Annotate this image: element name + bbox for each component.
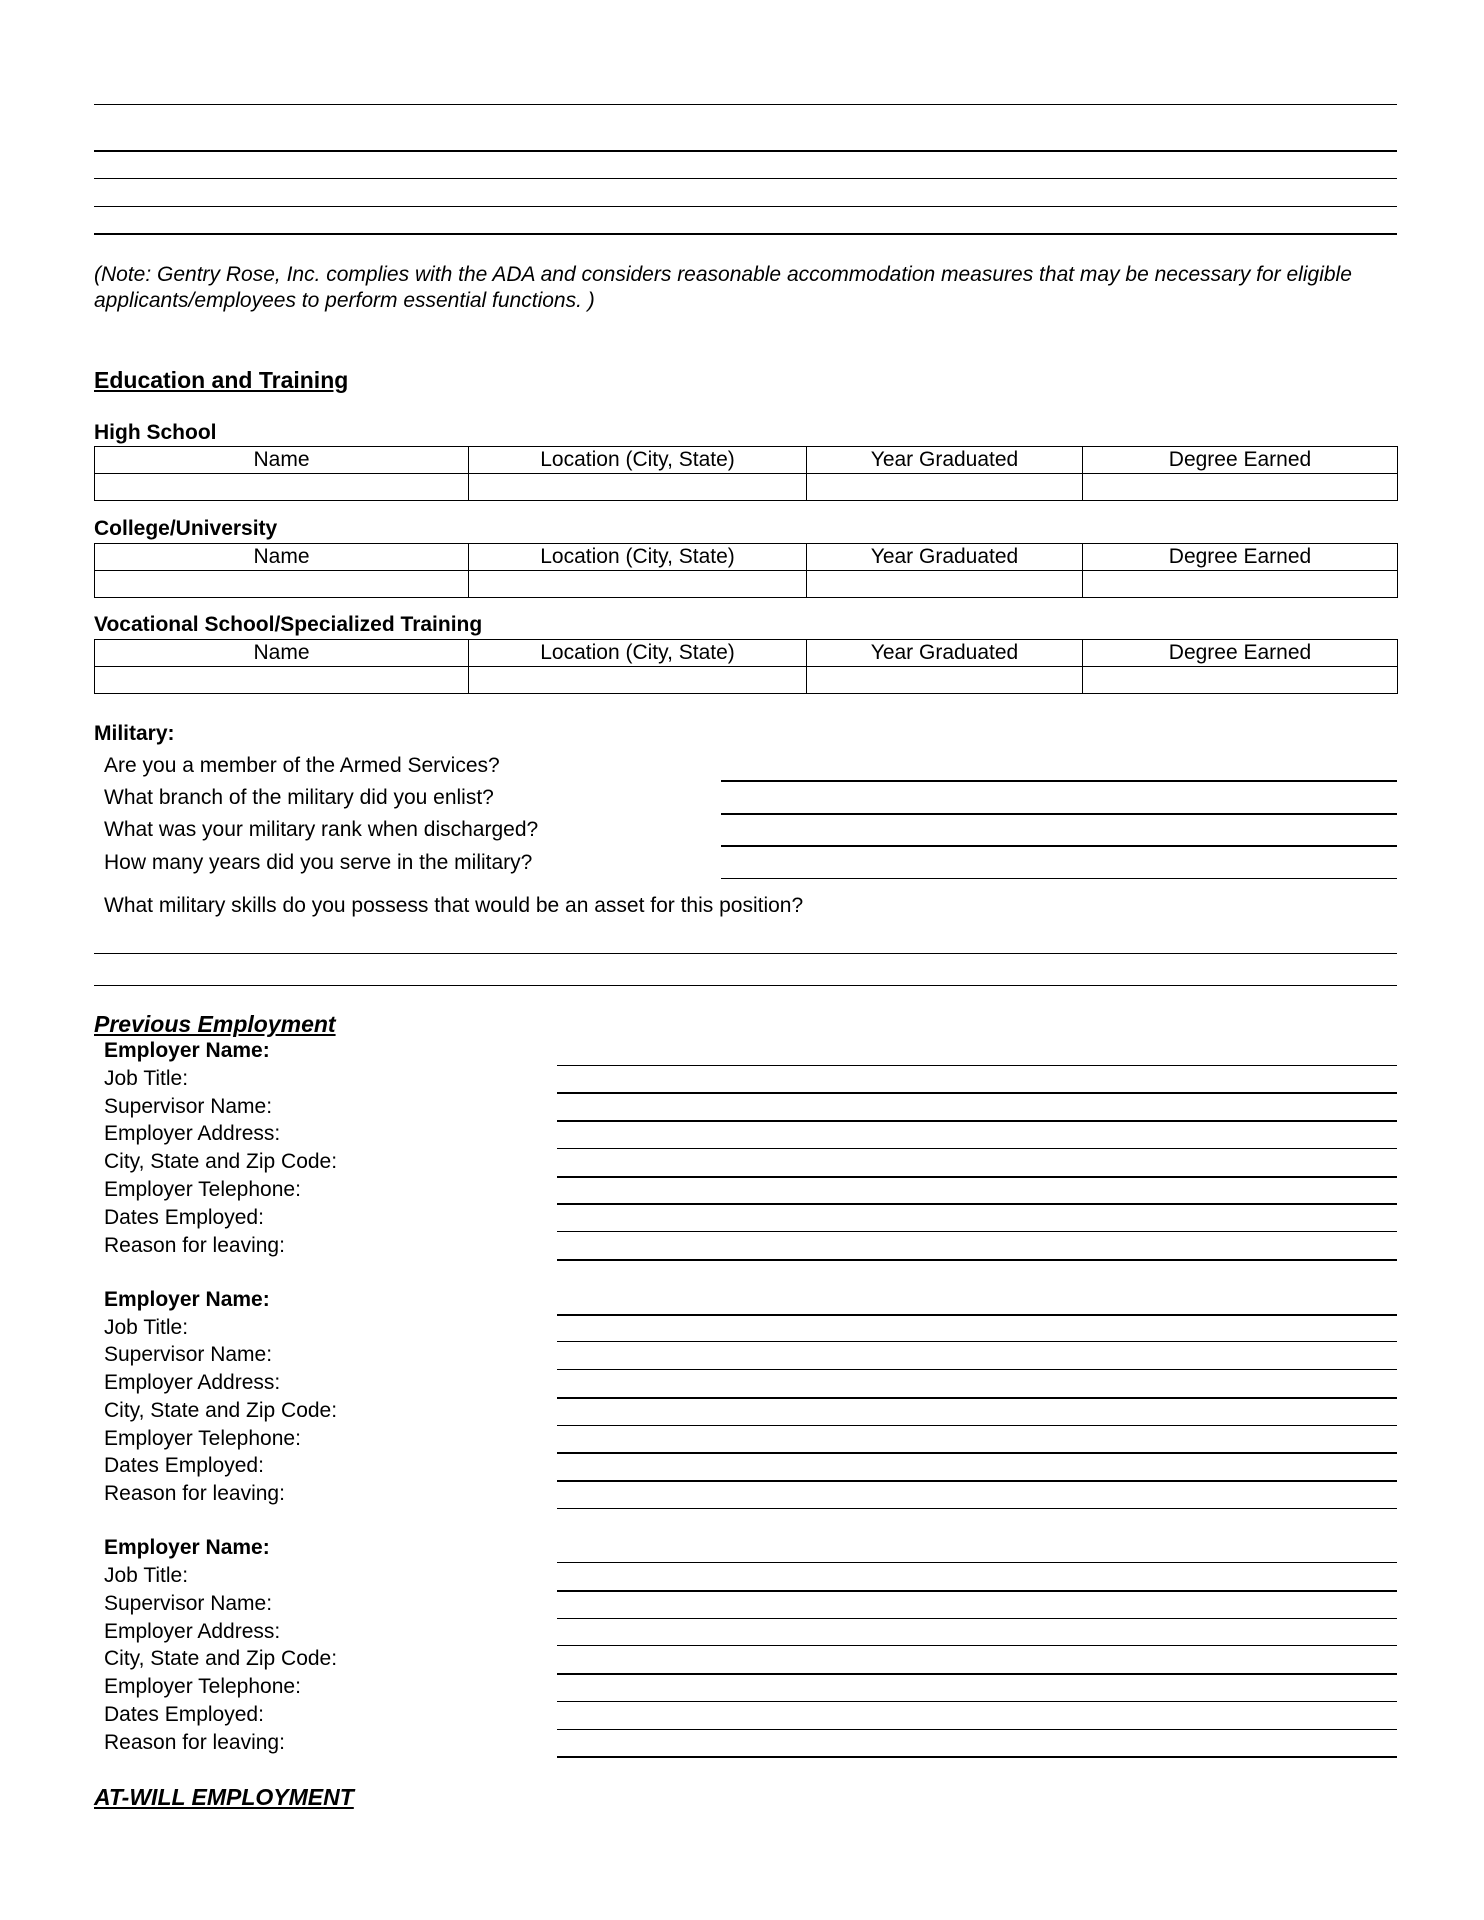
military-skills-question: What military skills do you possess that would be an asset for this position?	[104, 894, 804, 917]
degree-cell[interactable]	[1083, 667, 1398, 694]
supervisor-name-label: Supervisor Name:	[104, 1592, 273, 1615]
answer-line[interactable]	[557, 1231, 1397, 1232]
employer-name-label: Employer Name:	[104, 1288, 270, 1311]
blank-line[interactable]	[94, 233, 1397, 235]
location-cell[interactable]	[469, 474, 807, 501]
name-cell[interactable]	[95, 667, 469, 694]
col-name: Name	[95, 640, 469, 667]
answer-line[interactable]	[557, 1618, 1397, 1619]
table-row[interactable]	[95, 571, 1398, 598]
vocational-table	[94, 639, 1398, 694]
answer-line[interactable]	[557, 1701, 1397, 1702]
blank-line[interactable]	[94, 178, 1397, 179]
table-header-row	[95, 640, 1398, 667]
vocational-title: Vocational School/Specialized Training	[94, 613, 483, 636]
high-school-table	[94, 446, 1398, 501]
answer-line[interactable]	[557, 1590, 1397, 1592]
answer-line[interactable]	[721, 878, 1397, 879]
reason-leaving-label: Reason for leaving:	[104, 1482, 285, 1505]
employer-name-label: Employer Name:	[104, 1039, 270, 1062]
answer-line[interactable]	[557, 1508, 1397, 1509]
supervisor-name-label: Supervisor Name:	[104, 1095, 273, 1118]
location-cell[interactable]	[469, 667, 807, 694]
year-cell[interactable]	[807, 667, 1083, 694]
employer-telephone-label: Employer Telephone:	[104, 1675, 301, 1698]
dates-employed-label: Dates Employed:	[104, 1206, 264, 1229]
employer-telephone-label: Employer Telephone:	[104, 1178, 301, 1201]
answer-line[interactable]	[557, 1425, 1397, 1426]
education-section-title: Education and Training	[94, 367, 349, 393]
military-title: Military:	[94, 722, 175, 745]
answer-line[interactable]	[557, 1259, 1397, 1261]
answer-line[interactable]	[721, 845, 1397, 847]
city-state-zip-label: City, State and Zip Code:	[104, 1647, 338, 1670]
answer-line[interactable]	[557, 1452, 1397, 1454]
table-header-row	[95, 544, 1398, 571]
dates-employed-label: Dates Employed:	[104, 1454, 264, 1477]
answer-line[interactable]	[557, 1120, 1397, 1122]
reason-leaving-label: Reason for leaving:	[104, 1234, 285, 1257]
location-cell[interactable]	[469, 571, 807, 598]
answer-line[interactable]	[557, 1341, 1397, 1342]
answer-line[interactable]	[557, 1645, 1397, 1646]
table-row[interactable]	[95, 667, 1398, 694]
answer-line[interactable]	[557, 1480, 1397, 1482]
col-location: Location (City, State)	[469, 544, 807, 571]
answer-line[interactable]	[94, 953, 1397, 954]
answer-line[interactable]	[557, 1397, 1397, 1399]
military-question: What branch of the military did you enlist?	[104, 786, 494, 809]
col-year: Year Graduated	[807, 447, 1083, 474]
previous-employment-title: Previous Employment	[94, 1011, 336, 1037]
employer-name-label: Employer Name:	[104, 1536, 270, 1559]
dates-employed-label: Dates Employed:	[104, 1703, 264, 1726]
answer-line[interactable]	[557, 1092, 1397, 1094]
employer-address-label: Employer Address:	[104, 1122, 281, 1145]
supervisor-name-label: Supervisor Name:	[104, 1343, 273, 1366]
blank-line[interactable]	[94, 104, 1397, 105]
year-cell[interactable]	[807, 571, 1083, 598]
col-name: Name	[95, 447, 469, 474]
answer-line[interactable]	[557, 1314, 1397, 1316]
job-title-label: Job Title:	[104, 1067, 189, 1090]
col-name: Name	[95, 544, 469, 571]
college-table	[94, 543, 1398, 598]
name-cell[interactable]	[95, 474, 469, 501]
employer-address-label: Employer Address:	[104, 1620, 281, 1643]
ada-note: (Note: Gentry Rose, Inc. complies with the ADA and considers reasonable accommodation measures that may be necessary for eligible applicants/employees to perform essential functions. )	[94, 263, 1352, 312]
blank-line[interactable]	[94, 206, 1397, 207]
col-degree: Degree Earned	[1083, 544, 1398, 571]
reason-leaving-label: Reason for leaving:	[104, 1731, 285, 1754]
employer-telephone-label: Employer Telephone:	[104, 1427, 301, 1450]
answer-line[interactable]	[721, 780, 1397, 782]
table-header-row	[95, 447, 1398, 474]
table-row[interactable]	[95, 474, 1398, 501]
answer-line[interactable]	[557, 1065, 1397, 1066]
col-degree: Degree Earned	[1083, 447, 1398, 474]
answer-line[interactable]	[557, 1148, 1397, 1149]
job-title-label: Job Title:	[104, 1316, 189, 1339]
at-will-employment-title: AT-WILL EMPLOYMENT	[94, 1784, 354, 1810]
answer-line[interactable]	[557, 1729, 1397, 1730]
military-question: How many years did you serve in the military?	[104, 851, 533, 874]
answer-line[interactable]	[557, 1203, 1397, 1205]
degree-cell[interactable]	[1083, 571, 1398, 598]
college-title: College/University	[94, 517, 278, 540]
military-question: What was your military rank when discharged?	[104, 818, 539, 841]
col-location: Location (City, State)	[469, 447, 807, 474]
col-year: Year Graduated	[807, 544, 1083, 571]
answer-line[interactable]	[557, 1756, 1397, 1758]
col-location: Location (City, State)	[469, 640, 807, 667]
job-title-label: Job Title:	[104, 1564, 189, 1587]
degree-cell[interactable]	[1083, 474, 1398, 501]
answer-line[interactable]	[557, 1673, 1397, 1675]
answer-line[interactable]	[557, 1176, 1397, 1178]
city-state-zip-label: City, State and Zip Code:	[104, 1150, 338, 1173]
military-question: Are you a member of the Armed Services?	[104, 754, 500, 777]
high-school-title: High School	[94, 421, 217, 444]
year-cell[interactable]	[807, 474, 1083, 501]
employer-address-label: Employer Address:	[104, 1371, 281, 1394]
answer-line[interactable]	[94, 985, 1397, 986]
answer-line[interactable]	[557, 1369, 1397, 1370]
answer-line[interactable]	[721, 813, 1397, 815]
answer-line[interactable]	[557, 1562, 1397, 1563]
blank-line[interactable]	[94, 150, 1397, 152]
col-year: Year Graduated	[807, 640, 1083, 667]
city-state-zip-label: City, State and Zip Code:	[104, 1399, 338, 1422]
col-degree: Degree Earned	[1083, 640, 1398, 667]
name-cell[interactable]	[95, 571, 469, 598]
